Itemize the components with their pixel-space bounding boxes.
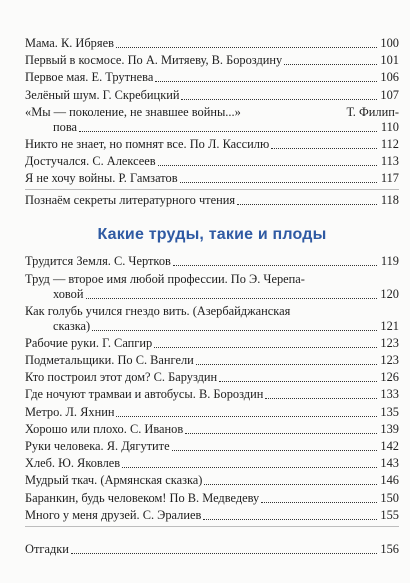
toc-entry — [25, 439, 399, 454]
toc-entry-title: Рабочие руки. Г. Сапгир — [25, 335, 153, 350]
leader-dots — [155, 81, 377, 82]
toc-entry-title: Познаём секреты литературного чтения — [25, 193, 236, 208]
toc-entry-page: 121 — [380, 318, 399, 333]
toc-entry-page: 155 — [380, 507, 399, 522]
toc-entry-page: 119 — [380, 254, 399, 269]
leader-dots — [204, 484, 377, 485]
divider — [25, 526, 399, 527]
leader-dots — [116, 47, 377, 48]
toc-entry-page: 110 — [380, 119, 399, 134]
toc-entry — [25, 336, 399, 351]
toc-entry-title: Труд — второе имя любой профессии. По Э. Черепа- — [25, 271, 305, 286]
toc-entry-page: 133 — [380, 387, 399, 402]
toc-entry-title: Достучался. С. Алексеев — [25, 154, 156, 169]
divider — [25, 189, 399, 190]
toc-entry-line2 — [25, 287, 399, 302]
toc-entry-line2 — [25, 120, 399, 135]
toc-entry-title: Первое мая. Е. Трутнева — [25, 70, 154, 85]
leader-dots — [71, 553, 377, 554]
toc-entry-line2 — [25, 319, 399, 334]
toc-entry-title: Зелёный шум. Г. Скребицкий — [25, 87, 180, 102]
section-title: Какие труды, такие и плоды — [97, 226, 327, 244]
leader-dots — [181, 99, 377, 100]
leader-dots — [185, 433, 377, 434]
toc-entry-title: Первый в космосе. По А. Митяеву, В. Бороздину — [25, 53, 283, 68]
leader-dots — [92, 330, 377, 331]
toc-entry — [25, 353, 399, 368]
toc-entry-title: Как голубь учился гнездо вить. (Азербайджанская — [25, 303, 291, 318]
toc-entry-page: 156 — [380, 541, 399, 556]
toc-entry-title: Где ночуют трамваи и автобусы. В. Бороздин — [25, 387, 264, 402]
toc-entry-page: 107 — [380, 87, 399, 102]
toc-entry — [25, 473, 399, 488]
toc-entry-title: Отгадки — [25, 541, 69, 556]
toc-entry-title-wrap: сказка) — [53, 318, 91, 333]
toc-entry-title: Мама. К. Ибряев — [25, 36, 114, 50]
toc-entry-line1 — [25, 272, 399, 287]
toc-entry — [25, 53, 399, 68]
toc-entry-page: 106 — [380, 70, 399, 85]
toc-entry — [25, 422, 399, 437]
toc-entry-page: 120 — [380, 286, 399, 301]
toc-entry — [25, 405, 399, 420]
toc-entry-multiline — [25, 272, 399, 302]
leader-dots — [180, 182, 377, 183]
toc-entry-title: Много у меня друзей. С. Эралиев — [25, 507, 202, 522]
leader-dots — [196, 364, 377, 365]
toc-entry-page: 143 — [380, 456, 399, 471]
leader-dots — [172, 450, 377, 451]
leader-dots — [271, 148, 377, 149]
leader-dots — [154, 347, 377, 348]
toc-entry — [25, 387, 399, 402]
leader-dots — [86, 298, 377, 299]
toc-entry-page: 139 — [380, 421, 399, 436]
toc-entry-page: 101 — [380, 53, 399, 68]
toc-entry-page: 146 — [380, 473, 399, 488]
toc-entry-answers — [25, 542, 399, 557]
toc-entry — [25, 154, 399, 169]
toc-entry — [25, 36, 399, 51]
leader-dots — [122, 467, 377, 468]
toc-entry-multiline — [25, 304, 399, 334]
toc-entry — [25, 254, 399, 269]
toc-entry-title: Подметальщики. По С. Вангели — [25, 353, 194, 368]
leader-dots — [203, 519, 377, 520]
toc-entry-title: Никто не знает, но помнят все. По Л. Кассилю — [25, 136, 270, 151]
leader-dots — [237, 204, 377, 205]
leader-dots — [219, 381, 377, 382]
spacer — [25, 530, 399, 542]
toc-entry — [25, 137, 399, 152]
toc-entry-page: 126 — [380, 370, 399, 385]
toc-entry — [25, 508, 399, 523]
toc-entry-title: Мудрый ткач. (Армянская сказка) — [25, 473, 203, 488]
toc-entry-title: Хорошо или плохо. С. Иванов — [25, 421, 184, 436]
leader-dots — [116, 416, 377, 417]
toc-entry-page: 123 — [380, 353, 399, 368]
toc-entry-line1 — [25, 105, 399, 120]
toc-entry — [25, 88, 399, 103]
toc-entry-title: Кто построил этот дом? С. Баруздин — [25, 370, 218, 385]
toc-entry-page: 135 — [380, 404, 399, 419]
toc-entry-multiline — [25, 105, 399, 135]
toc-entry-title: Руки человека. Я. Дягутите — [25, 439, 170, 453]
toc-entry-title: Метро. Л. Яхнин — [25, 404, 115, 419]
toc-entry-page: 123 — [380, 335, 399, 350]
leader-dots — [261, 502, 377, 503]
toc-entry-page: 118 — [380, 193, 399, 208]
toc-entry-title-wrap: ховой — [53, 286, 84, 301]
toc-entry-page: 117 — [380, 171, 399, 186]
leader-dots — [79, 131, 377, 132]
toc-entry — [25, 70, 399, 85]
toc-entry-title: Я не хочу войны. Р. Гамзатов — [25, 171, 178, 186]
toc-entry-title-cont: Т. Филип- — [346, 104, 399, 119]
toc-entry-page: 100 — [380, 36, 399, 50]
leader-dots — [158, 165, 377, 166]
leader-dots — [265, 398, 377, 399]
toc-entry-title: Баранкин, будь человеком! По В. Медведеву — [25, 490, 260, 505]
leader-dots — [173, 265, 377, 266]
toc-entry — [25, 171, 399, 186]
leader-dots — [284, 64, 377, 65]
toc-entry — [25, 491, 399, 506]
toc-entry-line1 — [25, 304, 399, 319]
toc-entry-page: 142 — [380, 439, 399, 453]
toc-entry-page: 112 — [380, 136, 399, 151]
toc-entry-title-wrap: пова — [53, 119, 78, 134]
toc-entry-title: Хлеб. Ю. Яковлев — [25, 456, 121, 471]
toc-entry-page: 113 — [380, 154, 399, 169]
toc-entry-title: Трудится Земля. С. Чертков — [25, 254, 171, 269]
toc-entry — [25, 370, 399, 385]
toc-entry-title: «Мы — поколение, не знавшее войны...» — [25, 104, 241, 119]
toc-entry — [25, 456, 399, 471]
toc-entry-secrets — [25, 193, 399, 208]
toc-entry-page: 150 — [380, 490, 399, 505]
table-of-contents — [25, 36, 399, 559]
